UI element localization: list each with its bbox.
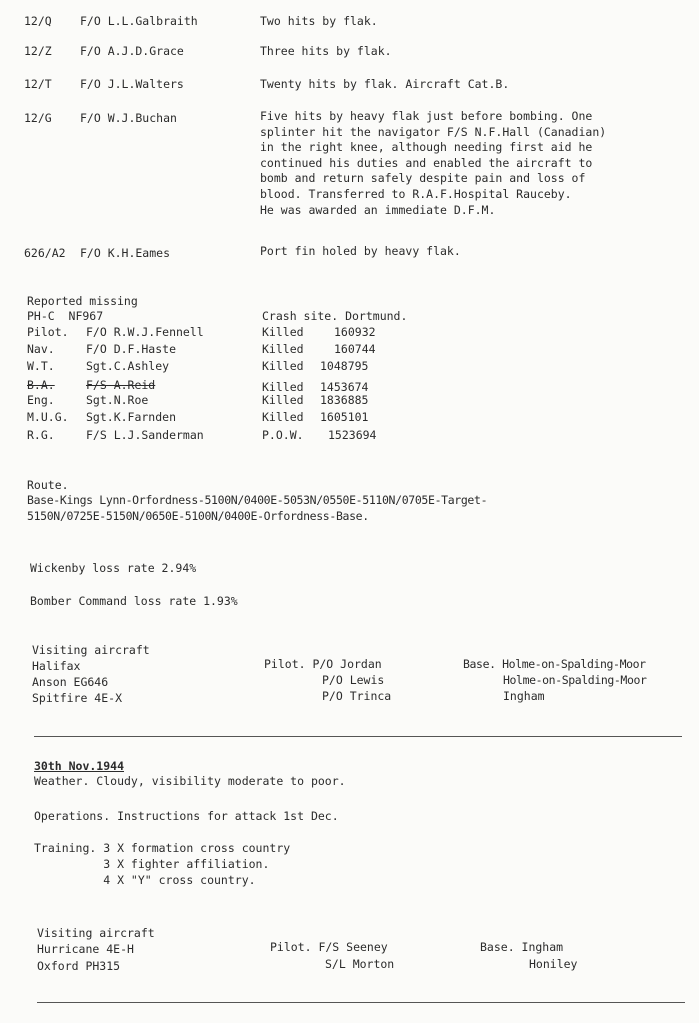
damage-text: Three hits by flak. xyxy=(260,44,392,58)
visiting-aircraft-name: Oxford PH315 xyxy=(37,959,121,973)
visiting-pilot: Pilot. P/O Jordan xyxy=(264,657,382,671)
visiting-pilot: P/O Lewis xyxy=(322,673,385,687)
crew-role: W.T. xyxy=(27,359,55,373)
crew-name: F/S L.J.Sanderman xyxy=(86,428,204,442)
weather: Weather. Cloudy, visibility moderate to poor. xyxy=(34,774,346,788)
damage-text: Twenty hits by flak. Aircraft Cat.B. xyxy=(260,77,510,91)
crew-role: B.A. xyxy=(27,378,55,392)
visiting-pilot: P/O Trinca xyxy=(322,689,392,703)
crew-role: M.U.G. xyxy=(27,410,69,424)
visiting-aircraft-name: Hurricane 4E-H xyxy=(37,942,134,956)
crew-name: Sgt.K.Farnden xyxy=(86,410,177,424)
pilot-name: F/O K.H.Eames xyxy=(80,246,171,260)
crew-status: P.O.W. xyxy=(262,428,304,442)
crew-name: F/O R.W.J.Fennell xyxy=(86,325,204,339)
pilot-name: F/O A.J.D.Grace xyxy=(80,44,184,58)
service-number: 1453674 xyxy=(320,380,369,394)
aircraft-code: 626/A2 xyxy=(24,246,66,260)
service-number: 160932 xyxy=(334,325,376,339)
visiting-aircraft-name: Anson EG646 xyxy=(32,675,109,689)
service-number: 160744 xyxy=(334,342,376,356)
bomber-command-loss-rate: Bomber Command loss rate 1.93% xyxy=(30,594,238,608)
visiting-aircraft-name: Spitfire 4E-X xyxy=(32,691,123,705)
damage-text: Five hits by heavy flak just before bombing. One splinter hit the navigator F/S N.F.Hall (Canadian) in the right knee, although needing first aid he continued his duties and enabled the aircraft to bomb and return safely despite pain and loss of blood. Transferred to R.A.F.Hospital Rauceby. He was awarded an immediate D.F.M. xyxy=(260,109,607,217)
visiting-pilot: Pilot. F/S Seeney xyxy=(270,940,388,954)
visiting-base: Ingham xyxy=(503,689,545,703)
crash-site: Crash site. Dortmund. xyxy=(262,309,408,323)
crew-name: F/O D.F.Haste xyxy=(86,342,177,356)
visiting-aircraft-name: Halifax xyxy=(32,659,81,673)
crew-role: R.G. xyxy=(27,428,55,442)
entry-date: 30th Nov.1944 xyxy=(34,759,125,773)
aircraft-code: 12/T xyxy=(24,77,52,91)
operations: Operations. Instructions for attack 1st Dec. xyxy=(34,809,339,823)
route-heading: Route. xyxy=(27,478,69,492)
crew-name: Sgt.N.Roe xyxy=(86,393,149,407)
service-number: 1048795 xyxy=(320,359,369,373)
aircraft-code: 12/Q xyxy=(24,14,52,28)
pilot-name: F/O J.L.Walters xyxy=(80,77,184,91)
visiting-base: Base. Holme-on-Spalding-Moor xyxy=(463,657,646,671)
crew-status: Killed xyxy=(262,410,304,424)
route-line-2: 5150N/0725E-5150N/0650E-5100N/0400E-Orfordness-Base. xyxy=(27,509,369,523)
crew-name: F/S A.Reid xyxy=(86,378,156,392)
visiting-base: Base. Ingham xyxy=(480,940,564,954)
aircraft-code: 12/G xyxy=(24,111,52,125)
divider xyxy=(34,736,682,737)
visiting-heading: Visiting aircraft xyxy=(37,926,155,940)
service-number: 1605101 xyxy=(320,410,369,424)
missing-aircraft: PH-C NF967 xyxy=(27,309,104,323)
crew-role: Eng. xyxy=(27,393,55,407)
visiting-pilot: S/L Morton xyxy=(325,957,395,971)
divider xyxy=(37,1002,685,1003)
crew-status: Killed xyxy=(262,342,304,356)
damage-text: Port fin holed by heavy flak. xyxy=(260,244,461,258)
damage-text: Two hits by flak. xyxy=(260,14,378,28)
crew-status: Killed xyxy=(262,393,304,407)
crew-status: Killed xyxy=(262,359,304,373)
crew-name: Sgt.C.Ashley xyxy=(86,359,170,373)
crew-status: Killed xyxy=(262,325,304,339)
route-line-1: Base-Kings Lynn-Orfordness-5100N/0400E-5053N/0550E-5110N/0705E-Target- xyxy=(27,493,488,507)
missing-heading: Reported missing xyxy=(27,294,138,308)
wickenby-loss-rate: Wickenby loss rate 2.94% xyxy=(30,561,197,575)
visiting-base: Honiley xyxy=(529,957,578,971)
crew-role: Pilot. xyxy=(27,325,69,339)
aircraft-code: 12/Z xyxy=(24,44,52,58)
crew-role: Nav. xyxy=(27,342,55,356)
service-number: 1836885 xyxy=(320,393,369,407)
visiting-heading: Visiting aircraft xyxy=(32,643,150,657)
pilot-name: F/O W.J.Buchan xyxy=(80,111,177,125)
pilot-name: F/O L.L.Galbraith xyxy=(80,14,198,28)
training: Training. 3 X formation cross country 3 X fighter affiliation. 4 X "Y" cross country. xyxy=(34,841,291,887)
visiting-base: Holme-on-Spalding-Moor xyxy=(503,673,647,687)
service-number: 1523694 xyxy=(328,428,377,442)
crew-status: Killed xyxy=(262,380,304,394)
